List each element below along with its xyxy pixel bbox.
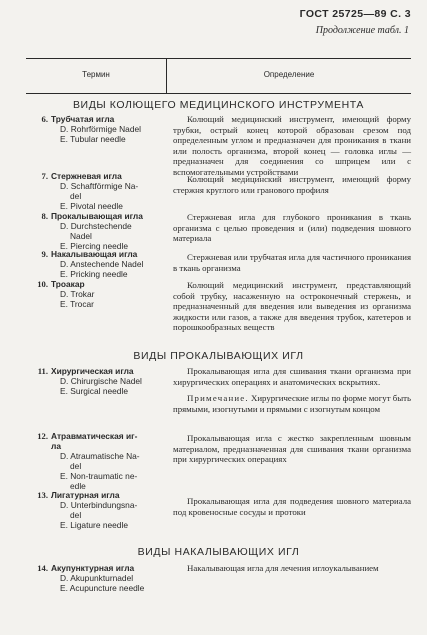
term-ru: Трубчатая игла <box>51 114 115 124</box>
section-title: ВИДЫ КОЛЮЩЕГО МЕДИЦИНСКОГО ИНСТРУМЕНТА <box>72 99 365 111</box>
term-entry <box>26 431 166 491</box>
term-de: D. Schaftförmige Na- <box>60 181 139 191</box>
term-de-continuation: del <box>70 510 82 520</box>
term-number: 10. <box>37 279 48 289</box>
definition-text: Колющий медицинский инструмент, имеющий форму стержня круглого или гранового профиля <box>173 174 411 195</box>
term-entry <box>26 366 166 396</box>
term-ru: Троакар <box>51 279 85 289</box>
term-entry <box>26 490 166 530</box>
term-de: D. Durchstechende <box>60 221 132 231</box>
term-de: D. Trokar <box>60 289 95 299</box>
term-entry <box>26 171 166 211</box>
definition <box>173 280 411 333</box>
term-ru: Накалывающая игла <box>51 249 138 259</box>
term-en: E. Tubular needle <box>60 134 126 144</box>
section-title: ВИДЫ ПРОКАЛЫВАЮЩИХ ИГЛ <box>133 350 304 362</box>
column-header-definition: Определение <box>263 70 315 79</box>
term-en: E. Acupuncture needle <box>60 583 145 593</box>
term-entry <box>26 279 166 309</box>
definition-note <box>173 393 411 414</box>
term-entry <box>26 114 166 144</box>
term-entry <box>26 563 166 593</box>
term-number: 13. <box>37 490 48 500</box>
definition-text: Колющий медицинский инструмент, представляющий собой трубку, насаженную на остроконечный стержень, и предназначенный для введения или выведения из организма жидкости или газов, а также для введения трубок, катетеров и порошкообразных веществ <box>173 280 411 333</box>
term-en: E. Pricking needle <box>60 269 128 279</box>
term-de-continuation: Nadel <box>70 231 92 241</box>
term-number: 9. <box>41 249 48 259</box>
term-ru: Прокалывающая игла <box>51 211 143 221</box>
definition-text: Накалывающая игла для лечения иглоукалыванием <box>187 563 379 573</box>
term-ru: Стержневая игла <box>51 171 122 181</box>
definition-text: Прокалывающая игла с жестко закрепленным шовным материалом, предназначенная для сшивания ткани организма при хирургических операциях <box>173 433 411 465</box>
note-text: Хирургические иглы по форме могут быть прямыми, изогнутыми и прямыми с изогнутым концом <box>173 393 411 414</box>
term-en: E. Non-traumatic ne- <box>60 471 138 481</box>
term-en-continuation: edle <box>70 481 86 491</box>
section-title: ВИДЫ НАКАЛЫВАЮЩИХ ИГЛ <box>137 546 300 558</box>
term-ru: Лигатурная игла <box>51 490 120 500</box>
term-number: 6. <box>41 114 48 124</box>
definition-text: Колющий медицинский инструмент, имеющий форму трубки, острый конец которой образован срезом под определенным углом и предназначен для проникания в ткани или полость организма, второй конец — головка иглы — предназначен для соединения со шприцем или с вспомогательными устройствами <box>173 114 411 177</box>
page-header-standard: ГОСТ 25725—89 С. 3 <box>299 8 411 20</box>
column-header-term: Термин <box>82 70 110 79</box>
term-ru: Хирургическая игла <box>51 366 134 376</box>
term-entry <box>26 249 166 279</box>
term-number: 7. <box>41 171 48 181</box>
definition <box>173 496 411 517</box>
term-en: E. Trocar <box>60 299 94 309</box>
term-number: 8. <box>41 211 48 221</box>
definition-text: Прокалывающая игла для сшивания ткани организма при хирургических операциях и анатомических вскрытиях. <box>173 366 411 387</box>
term-de-continuation: del <box>70 191 82 201</box>
definition-text: Прокалывающая игла для подведения шовного материала под кровеносные сосуды и протоки <box>173 496 411 517</box>
definition <box>173 252 411 273</box>
definition <box>173 212 411 244</box>
term-number: 12. <box>37 431 48 441</box>
definition-text: Стержневая или трубчатая игла для частичного проникания в ткань организма <box>173 252 411 273</box>
term-de: D. Unterbindungsna- <box>60 500 138 510</box>
table-continuation-label: Продолжение табл. 1 <box>315 25 409 36</box>
definition <box>173 433 411 465</box>
term-number: 14. <box>37 563 48 573</box>
term-en: E. Ligature needle <box>60 520 128 530</box>
term-de: D. Rohrförmige Nadel <box>60 124 141 134</box>
term-number: 11. <box>37 366 48 376</box>
term-ru: Акупунктурная игла <box>51 563 135 573</box>
note-label: Примечание. <box>187 393 249 404</box>
term-en: E. Pivotal needle <box>60 201 123 211</box>
term-de: D. Atraumatische Na- <box>60 451 140 461</box>
term-en: E. Piercing needle <box>60 241 128 251</box>
definition <box>173 563 411 574</box>
definition <box>173 366 411 414</box>
definition-text: Стержневая игла для глубокого проникания в ткань организма с целью проведения и (или) подведения шовного материала <box>173 212 411 244</box>
term-de: D. Anstechende Nadel <box>60 259 144 269</box>
table-header <box>26 58 411 94</box>
definition <box>173 114 411 178</box>
definition <box>173 174 411 195</box>
term-entry <box>26 211 166 251</box>
term-de: D. Chirurgische Nadel <box>60 376 142 386</box>
term-ru-continuation: ла <box>51 441 61 451</box>
term-de-continuation: del <box>70 461 82 471</box>
term-ru: Атравматическая иг- <box>51 431 138 441</box>
term-en: E. Surgical needle <box>60 386 128 396</box>
term-de: D. Akupunkturnadel <box>60 573 134 583</box>
